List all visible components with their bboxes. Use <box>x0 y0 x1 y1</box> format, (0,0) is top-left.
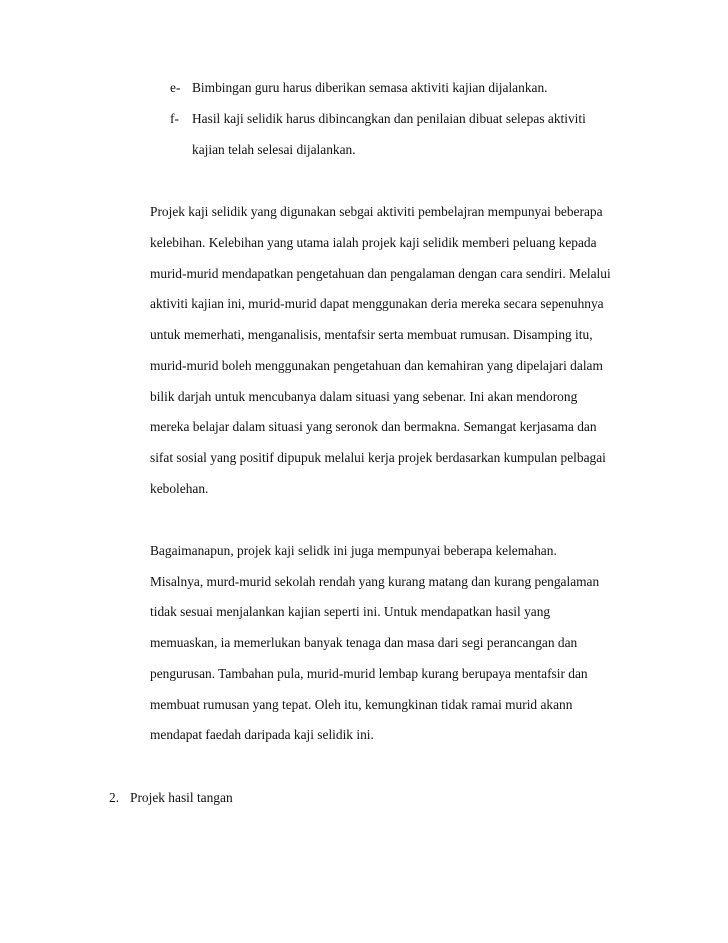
paragraph-line: memuaskan, ia memerlukan banyak tenaga dan masa dari segi perancangan dan <box>150 635 578 650</box>
paragraph-line: bilik darjah untuk mencubanya dalam situasi yang sebenar. Ini akan mendorong <box>150 389 578 404</box>
paragraph-line: kebolehan. <box>150 481 209 496</box>
paragraph-line: aktiviti kajian ini, murid-murid dapat menggunakan deria mereka secara sepenuhnya <box>150 296 604 311</box>
list-marker: e- <box>170 80 181 95</box>
paragraph-line: tidak sesuai menjalankan kajian seperti ini. Untuk mendapatkan hasil yang <box>150 604 551 619</box>
paragraph-line: mendapat faedah daripada kaji selidik ini. <box>150 727 374 742</box>
paragraph-line: membuat rumusan yang tepat. Oleh itu, kemungkinan tidak ramai murid akann <box>150 697 573 712</box>
list-item-text: kajian telah selesai dijalankan. <box>192 142 356 157</box>
list-item-text: Hasil kaji selidik harus dibincangkan dan penilaian dibuat selepas aktiviti <box>192 111 586 126</box>
paragraph-line: murid-murid boleh menggunakan pengetahuan dan kemahiran yang dipelajari dalam <box>150 358 603 373</box>
paragraph-line: Bagaimanapun, projek kaji selidk ini juga mempunyai beberapa kelemahan. <box>150 543 557 558</box>
paragraph-line: Misalnya, murd-murid sekolah rendah yang kurang matang dan kurang pengalaman <box>150 574 600 589</box>
paragraph-line: sifat sosial yang positif dipupuk melalui kerja projek berdasarkan kumpulan pelbagai <box>150 450 606 465</box>
list-item-text: Bimbingan guru harus diberikan semasa aktiviti kajian dijalankan. <box>192 80 548 95</box>
paragraph-line: pengurusan. Tambahan pula, murid-murid lembap kurang berupaya mentafsir dan <box>150 666 588 681</box>
paragraph-line: kelebihan. Kelebihan yang utama ialah projek kaji selidik memberi peluang kepada <box>150 235 597 250</box>
section-title: Projek hasil tangan <box>130 790 233 805</box>
paragraph-line: mereka belajar dalam situasi yang seronok dan bermakna. Semangat kerjasama dan <box>150 419 597 434</box>
list-marker: f- <box>170 111 179 126</box>
section-number: 2. <box>109 790 120 805</box>
paragraph-line: murid-murid mendapatkan pengetahuan dan pengalaman dengan cara sendiri. Melalui <box>150 266 611 281</box>
paragraph-line: untuk memerhati, menganalisis, mentafsir serta membuat rumusan. Disamping itu, <box>150 327 593 342</box>
paragraph-line: Projek kaji selidik yang digunakan sebgai aktiviti pembelajran mempunyai beberapa <box>150 204 603 219</box>
